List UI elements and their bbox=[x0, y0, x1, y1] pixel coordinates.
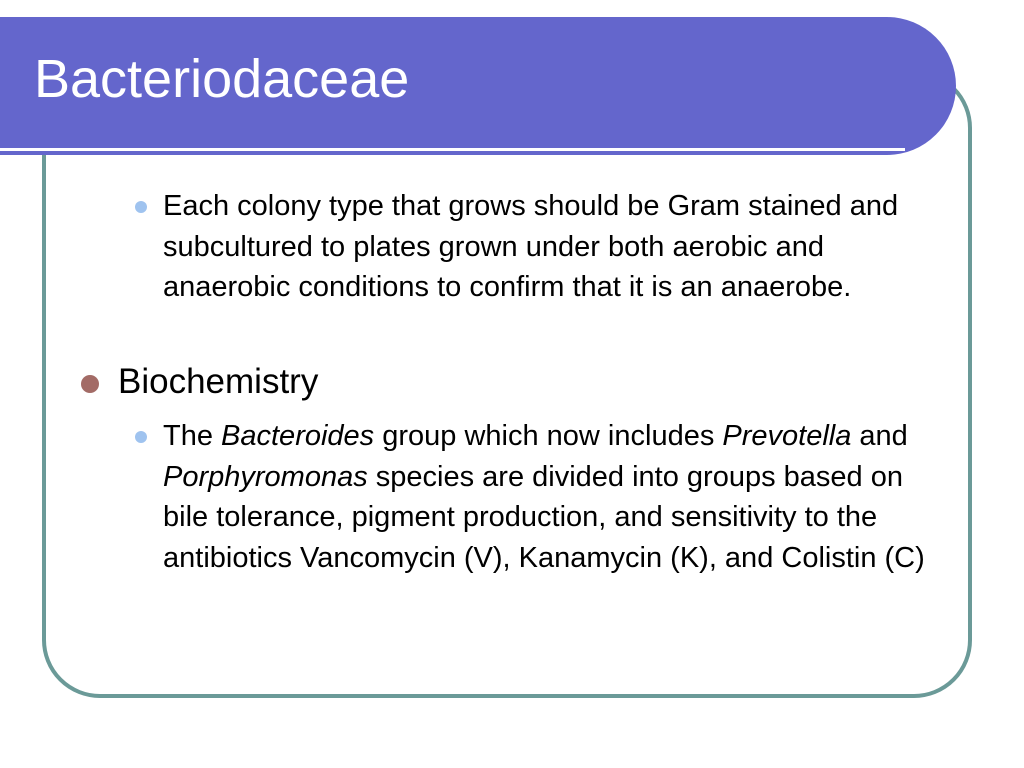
genus-bacteroides: Bacteroides bbox=[221, 420, 375, 452]
bullet-dot-icon bbox=[81, 375, 99, 393]
bullet-dot-icon bbox=[135, 201, 147, 213]
bullet-text-part: The bbox=[163, 420, 222, 452]
bullet-colony-gram-stain bbox=[163, 186, 953, 308]
slide-title: Bacteriodaceae bbox=[34, 49, 410, 109]
bullet-dot-icon bbox=[135, 431, 147, 443]
bullet-text-part: species are divided into groups based on bile tolerance, pigment production, and sensitivity to the antibiotics Vancomycin (V), Kanamycin (K), and Colistin (C) bbox=[163, 460, 925, 574]
bullet-text: Biochemistry bbox=[118, 362, 319, 401]
bullet-biochemistry bbox=[118, 361, 948, 403]
bullet-text-part: and bbox=[851, 420, 908, 452]
bullet-text: Each colony type that grows should be Gram stained and subcultured to plates grown under both aerobic and anaerobic conditions to confirm that it is an anaerobe. bbox=[163, 190, 899, 303]
bullet-bacteroides-group bbox=[163, 416, 953, 578]
genus-porphyromonas: Porphyromonas bbox=[163, 460, 368, 493]
genus-prevotella: Prevotella bbox=[722, 420, 852, 452]
bullet-text-part: group which now includes bbox=[374, 420, 723, 452]
